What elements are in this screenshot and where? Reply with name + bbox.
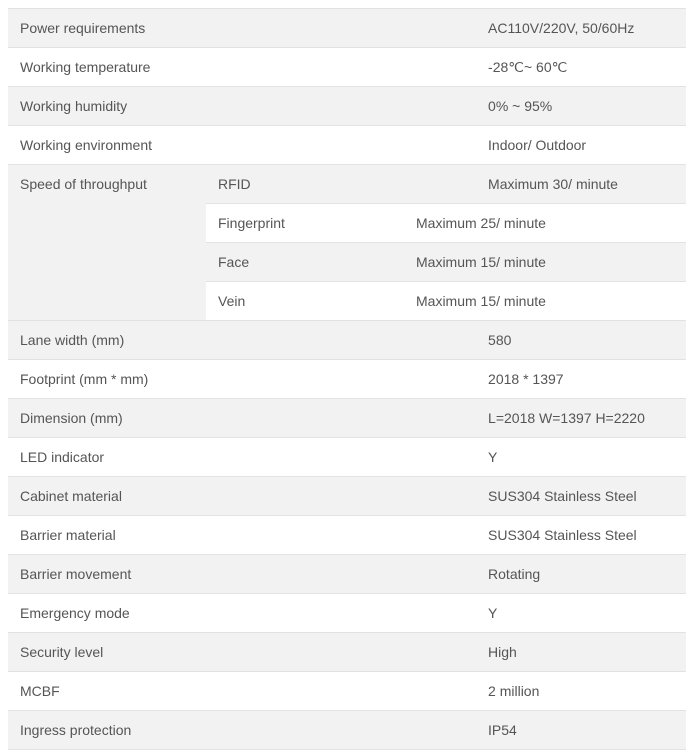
- spec-label: Security level: [8, 633, 476, 672]
- table-row: [8, 48, 686, 87]
- spec-value: AC110V/220V, 50/60Hz: [476, 9, 686, 48]
- spec-value: 2018 * 1397: [476, 360, 686, 399]
- table-row: [8, 87, 686, 126]
- table-row: [8, 711, 686, 750]
- table-row: [8, 438, 686, 477]
- table-row: [8, 477, 686, 516]
- spec-label: Ingress protection: [8, 711, 476, 750]
- sub-spec-label: Vein: [206, 282, 404, 321]
- spec-value: Rotating: [476, 555, 686, 594]
- spec-value: High: [476, 633, 686, 672]
- table-row: [8, 594, 686, 633]
- spec-value: IP54: [476, 711, 686, 750]
- spec-value: Y: [476, 438, 686, 477]
- table-row: [8, 555, 686, 594]
- spec-table: [8, 8, 686, 750]
- spec-label: Barrier material: [8, 516, 476, 555]
- spec-label: Working humidity: [8, 87, 476, 126]
- spec-value: L=2018 W=1397 H=2220: [476, 399, 686, 438]
- spec-label: LED indicator: [8, 438, 476, 477]
- spec-label: Dimension (mm): [8, 399, 476, 438]
- sub-spec-label: Face: [206, 243, 404, 282]
- spec-value: -28℃~ 60℃: [476, 48, 686, 87]
- table-row: [8, 165, 686, 204]
- table-row: [8, 321, 686, 360]
- spec-label: Cabinet material: [8, 477, 476, 516]
- sub-spec-value: Maximum 15/ minute: [404, 243, 686, 282]
- table-row: [8, 516, 686, 555]
- spec-value: SUS304 Stainless Steel: [476, 477, 686, 516]
- sub-spec-value: Maximum 15/ minute: [404, 282, 686, 321]
- table-row: [8, 9, 686, 48]
- spec-value: 580: [476, 321, 686, 360]
- spec-label: Speed of throughput: [8, 165, 206, 321]
- spec-value: 0% ~ 95%: [476, 87, 686, 126]
- table-row: [8, 672, 686, 711]
- spec-label: Working temperature: [8, 48, 476, 87]
- spec-label: Footprint (mm * mm): [8, 360, 476, 399]
- table-row: [8, 126, 686, 165]
- table-row: [8, 633, 686, 672]
- sub-spec-value: Maximum 30/ minute: [476, 165, 686, 204]
- spec-label: Working environment: [8, 126, 476, 165]
- table-row: [8, 399, 686, 438]
- spec-label: Lane width (mm): [8, 321, 476, 360]
- spec-label: Barrier movement: [8, 555, 476, 594]
- spec-value: SUS304 Stainless Steel: [476, 516, 686, 555]
- table-row: [8, 360, 686, 399]
- sub-spec-value: Maximum 25/ minute: [404, 204, 686, 243]
- spec-label: Emergency mode: [8, 594, 476, 633]
- spec-value: Indoor/ Outdoor: [476, 126, 686, 165]
- spec-value: 2 million: [476, 672, 686, 711]
- spec-value: Y: [476, 594, 686, 633]
- spec-label: Power requirements: [8, 9, 476, 48]
- sub-spec-label: Fingerprint: [206, 204, 404, 243]
- spec-label: MCBF: [8, 672, 476, 711]
- sub-spec-label: RFID: [206, 165, 476, 204]
